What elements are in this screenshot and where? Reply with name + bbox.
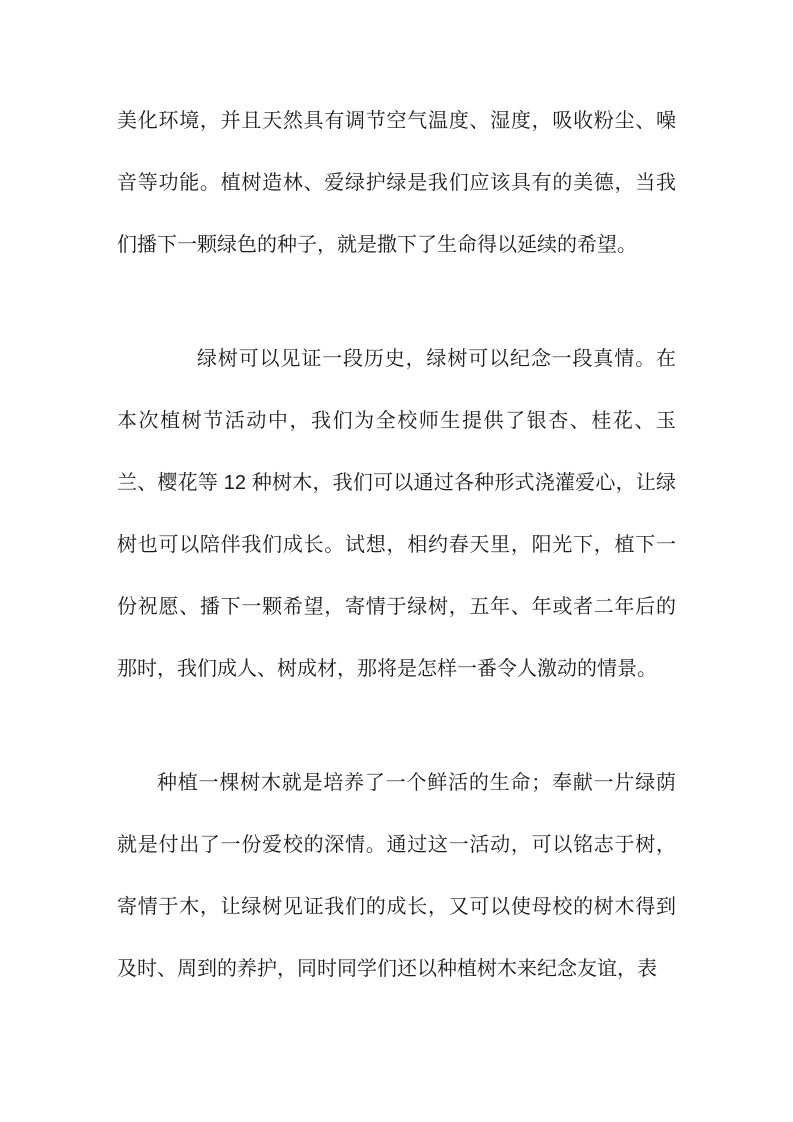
paragraph-environment-benefits: 美化环境，并且天然具有调节空气温度、湿度，吸收粉尘、噪音等功能。植树造林、爱绿护绿是我们应该具有的美德，当我们播下一颗绿色的种子，就是撒下了生命得以延续的希望。 (117, 110, 676, 256)
document-body (117, 90, 676, 1000)
paragraph-planting-meaning: 种植一棵树木就是培养了一个鲜活的生命；奉献一片绿荫就是付出了一份爱校的深情。通过这一活动，可以铭志于树，寄情于木，让绿树见证我们的成长，又可以使母校的树木得到及时、周到的养护，同时同学们还以种植树木来纪念友谊，表 (117, 772, 676, 980)
paragraph-green-tree-witness: 绿树可以见证一段历史，绿树可以纪念一段真情。在本次植树节活动中，我们为全校师生提供了银杏、桂花、玉兰、樱花等 12 种树木，我们可以通过各种形式浇灌爱心，让绿树也可以陪伴我们成长。试想，相约春天里，阳光下，植下一份祝愿、播下一颗希望，寄情于绿树，五年、年或者二年后的那时，我们成人、树成材，那将是怎样一番令人激动的情景。 (117, 348, 676, 680)
